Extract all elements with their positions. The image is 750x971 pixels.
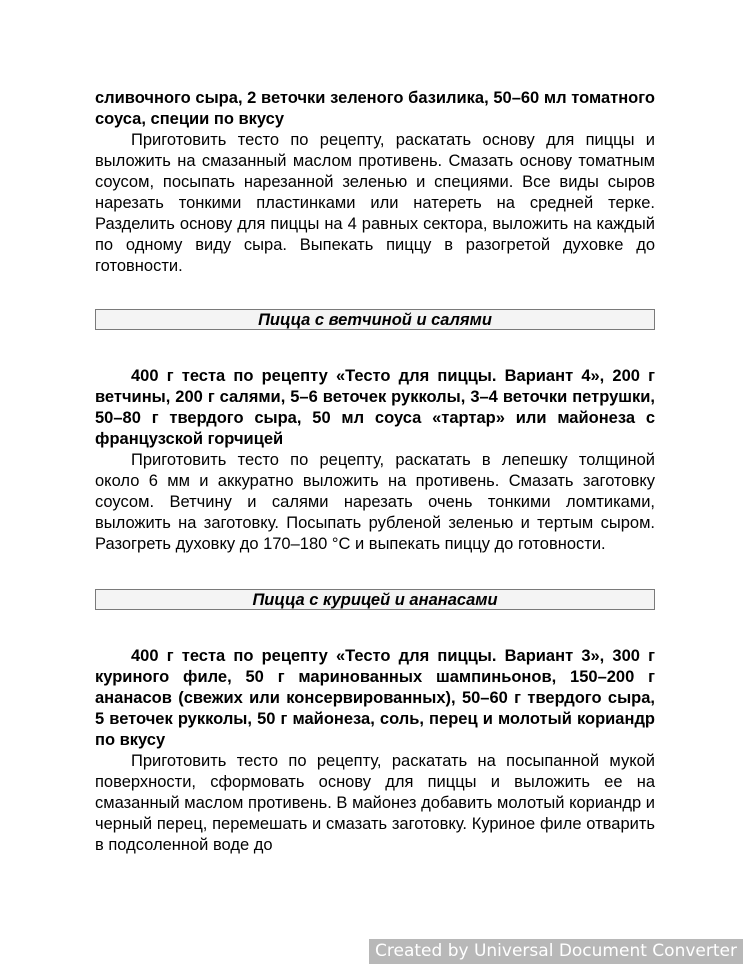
watermark-banner: Created by Universal Document Converter xyxy=(369,939,743,964)
recipe-title-ham-salami: Пицца с ветчиной и салями xyxy=(95,309,655,330)
recipe-instructions-chicken-pineapple: Приготовить тесто по рецепту, раскатать на посыпанной мукой поверхности, сформовать основу для пиццы и выложить ее на смазанный маслом противень. В майонез добавить молотый кориандр и черный перец, перемешать и смазать заготовку. Куриное филе отварить в подсоленной воде до xyxy=(95,752,655,854)
intro-instructions: Приготовить тесто по рецепту, раскатать основу для пиццы и выложить на смазанный маслом противень. Смазать основу томатным соусом, посыпать нарезанной зеленью и специями. Все виды сыров нарезать тонкими пластинками или натереть на средней терке. Разделить основу для пиццы на 4 равных сектора, выложить на каждый по одному виду сыра. Выпекать пиццу в разогретой духовке до готовности. xyxy=(95,131,655,275)
recipe-ingredients-chicken-pineapple: 400 г теста по рецепту «Тесто для пиццы. Вариант 3», 300 г куриного филе, 50 г маринованных шампиньонов, 150–200 г ананасов (свежих или консервированных), 50–60 г твердого сыра, 5 веточек рукколы, 50 г майонеза, соль, перец и молотый кориандр по вкусу xyxy=(95,647,655,749)
document-page xyxy=(95,88,655,856)
intro-ingredients: сливочного сыра, 2 веточки зеленого базилика, 50–60 мл томатного соуса, специи по вкусу xyxy=(95,89,655,128)
recipe-title-chicken-pineapple: Пицца с курицей и ананасами xyxy=(95,589,655,610)
recipe-ingredients-ham-salami: 400 г теста по рецепту «Тесто для пиццы. Вариант 4», 200 г ветчины, 200 г салями, 5–6 веточек рукколы, 3–4 веточки петрушки, 50–80 г твердого сыра, 50 мл соуса «тартар» или майонеза с французской горчицей xyxy=(95,367,655,448)
recipe-instructions-ham-salami: Приготовить тесто по рецепту, раскатать в лепешку толщиной около 6 мм и аккуратно выложить на противень. Смазать заготовку соусом. Ветчину и салями нарезать очень тонкими ломтиками, выложить на заготовку. Посыпать рубленой зеленью и тертым сыром. Разогреть духовку до 170–180 °С и выпекать пиццу до готовности. xyxy=(95,451,655,553)
